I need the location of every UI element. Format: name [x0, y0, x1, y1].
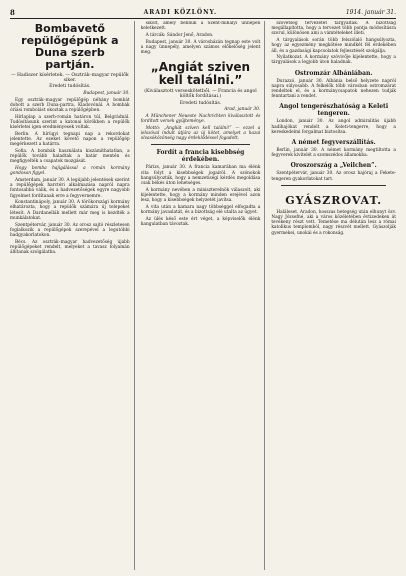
- subheadline: Eredeti tudósítás.: [49, 84, 91, 90]
- article-paragraph: Nyilatkozat. A kormány szóvivője kijelentette, hogy a tárgyalások a legjobb úton haladnak.: [271, 55, 396, 66]
- headline-german-arms: A német fegyverszállítás.: [291, 139, 376, 147]
- page-header: [10, 6, 396, 19]
- article-paragraph: Párizs, január 30. A francia kamarában ma élénk vita folyt a kisebbségek jogairól. A szónokok hangsúlyozták, hogy a nemzetiségi kérdés megoldása csak békés úton lehetséges.: [140, 165, 261, 186]
- article-paragraph: Szentpétervár, január 30. Az orosz sajtó részletesen foglalkozik a repülőgépek szerepével a legutóbbi hadgyakorlatokon.: [10, 222, 130, 238]
- article-paragraph: Berlin, január 30. A német kormány megtiltotta a fegyverek kivitelét a szomszédos államokba.: [271, 148, 396, 159]
- issue-date: 1914. január 31.: [345, 8, 396, 16]
- headline-bomb-plane: Bombavető repülőgépünk a Duna szerb partján.: [21, 22, 119, 71]
- subheadline: — Hadiszer kísérletek. — Osztrák–magyar repülők siker.: [10, 73, 129, 84]
- obituary-paragraph: Haláleset. Aradon, hosszas betegség után elhunyt özv. Nagy Józsefné, aki a város közéletében évtizedeken át tevékeny részt vett. Temetése ma délután lesz a római katolikus templomból, nagy részvét mellett. Gyászolják gyermekei, unokái és a rokonság.: [271, 209, 396, 236]
- article-paragraph: Mottó: „Angliát szíven kell találni!” — ezzel a jelszóval indult útjára az új kötet, amelyet a hazai olvasóközönség nagy érdeklődéssel fogadott.: [140, 125, 261, 142]
- article-paragraph: Berlin. A hírügyi tegnapi nap a rekordokat jelentette. Az ezeket követő napon a repülőgép megérkezett a határra.: [10, 131, 130, 148]
- subheadline: (Kiválasztott verseskötetből. — Francia és angol költők fordításai.): [144, 89, 257, 100]
- article-paragraph: Amsterdam, január 30. A legújabb jelentések szerint a repülőgépek harctéri alkalmazása napról napra fontosabbá válik, és a hadvezetőségek egyre nagyobb figyelmet fordítanak erre a fegyvernemre.: [10, 177, 130, 199]
- article-paragraph: Sofia. A bombák használata kiszámíthatatlan, a repülők tovább haladtak a határ mentén és megfigyelték a csapatok mozgását.: [10, 148, 130, 165]
- article-paragraph: A tárgyalások során több felszólaló hangsúlyozta, hogy az egyezmény megkötése mindkét fél érdekében áll, és a gazdasági kapcsolatok fejlesztését szolgálja.: [271, 38, 396, 54]
- article-paragraph: Egy osztrák–magyar repülőgép néhány bombát dobott a szerb Duna-partra, Kladovónál. A bombák óriási rombolást okoztak a repülőgépben.: [10, 97, 130, 114]
- article-paragraph: sikolt, amely bennük a Szent-mihályi ünnepen keletkezett.: [140, 21, 261, 32]
- article-paragraph: Szentpétervár, január 30. Az orosz hajóraj a Fekete-tengeren gyakorlatokat tart.: [271, 171, 396, 182]
- dateline: Budapest, január 30.: [83, 90, 130, 96]
- article-columns: [10, 21, 396, 570]
- article-paragraph: szövetség tervezetét tárgyalták. A bizottság megállapította, hogy a tervezet több pontja módosításra szorul, különösen ami a vámtételeket illeti.: [271, 21, 396, 37]
- article-paragraph: Az ülés késő este ért véget, a képviselők élénk hangulatban távoztak.: [140, 216, 261, 227]
- article-paragraph: Hogy bomba hajigálással a román kormány gondosan figyel.: [10, 166, 130, 177]
- article-paragraph: Budapest, január 30. A városházán tegnap este volt a nagy ünnepély, amelyen számos előkelőség jelent meg.: [140, 39, 261, 56]
- section-divider: [151, 144, 251, 145]
- article-paragraph: A tárcák: Sándor Jenő, Aradon.: [145, 32, 214, 38]
- article-paragraph: A Münchener Neueste Nachrichten kiválasztott és fordított versek gyűjteménye.: [140, 113, 261, 125]
- dateline: Arad, január 30.: [224, 106, 261, 112]
- article-paragraph: Bécs. Az osztrák–magyar hadvezetőség újabb repülőgépeket rendelt, melyeket a tavasz folyamán állítanak szolgálatba.: [10, 239, 130, 256]
- headline-russia: Oroszország a „Veilchen”.: [290, 162, 377, 170]
- obituary-heading: GYÁSZROVAT.: [285, 193, 383, 207]
- column-1: [10, 21, 135, 570]
- article-paragraph: Konstantinápoly, január 30. A törökországi kormány elhatározta, hogy a repülők számára új telepeket létesít. A Dardanellák mellett már meg is kezdték a munkálatokat.: [10, 200, 130, 221]
- page-number: 8: [10, 7, 15, 17]
- article-paragraph: London, január 30. Az angol admiralitás újabb hadihajókat rendelt a Keleti-tengerre, hogy a kereskedelmi forgalmat biztosítsa.: [271, 119, 396, 135]
- article-paragraph: A kormány nevében a miniszterelnök válaszolt, aki kijelentette, hogy a kormány minden erejével azon lesz, hogy a kisebbségek helyzetét javítsa.: [140, 187, 261, 204]
- article-paragraph: Hírlaplap a szerb-román határon túl, Belgrádnál. Tudósításunk szerint a katonai körökben a repülők kísérletei igen eredményesek voltak.: [10, 114, 130, 131]
- headline-anglia: „Angiát sziven kell találni.”: [150, 60, 251, 88]
- subheadline: Eredeti tudósítás.: [179, 100, 222, 106]
- section-divider: [281, 185, 386, 186]
- headline-albania: Ostromzár Albániában.: [294, 69, 373, 77]
- headline-english-navy: Angol tengerészhatóság a Keleti tengeren.: [279, 103, 389, 118]
- article-paragraph: Durazzó, január 30. Albánia belső helyzete napról napra súlyosabb. A felkelők több városban ostromzárat rendeltek el, és a kormánycsapatok nehezen tudják fenntartani a rendet.: [271, 78, 396, 100]
- column-2: [141, 21, 266, 570]
- headline-french-minority: Fordít a francia kisebbség érdekében.: [156, 149, 245, 164]
- column-3: [271, 21, 396, 570]
- newspaper-title: ARADI KÖZLÖNY.: [143, 8, 218, 16]
- article-paragraph: A vita után a kamara nagy többséggel elfogadta a kormány javaslatát, és a bizottság elé utalta az ügyet.: [140, 204, 261, 215]
